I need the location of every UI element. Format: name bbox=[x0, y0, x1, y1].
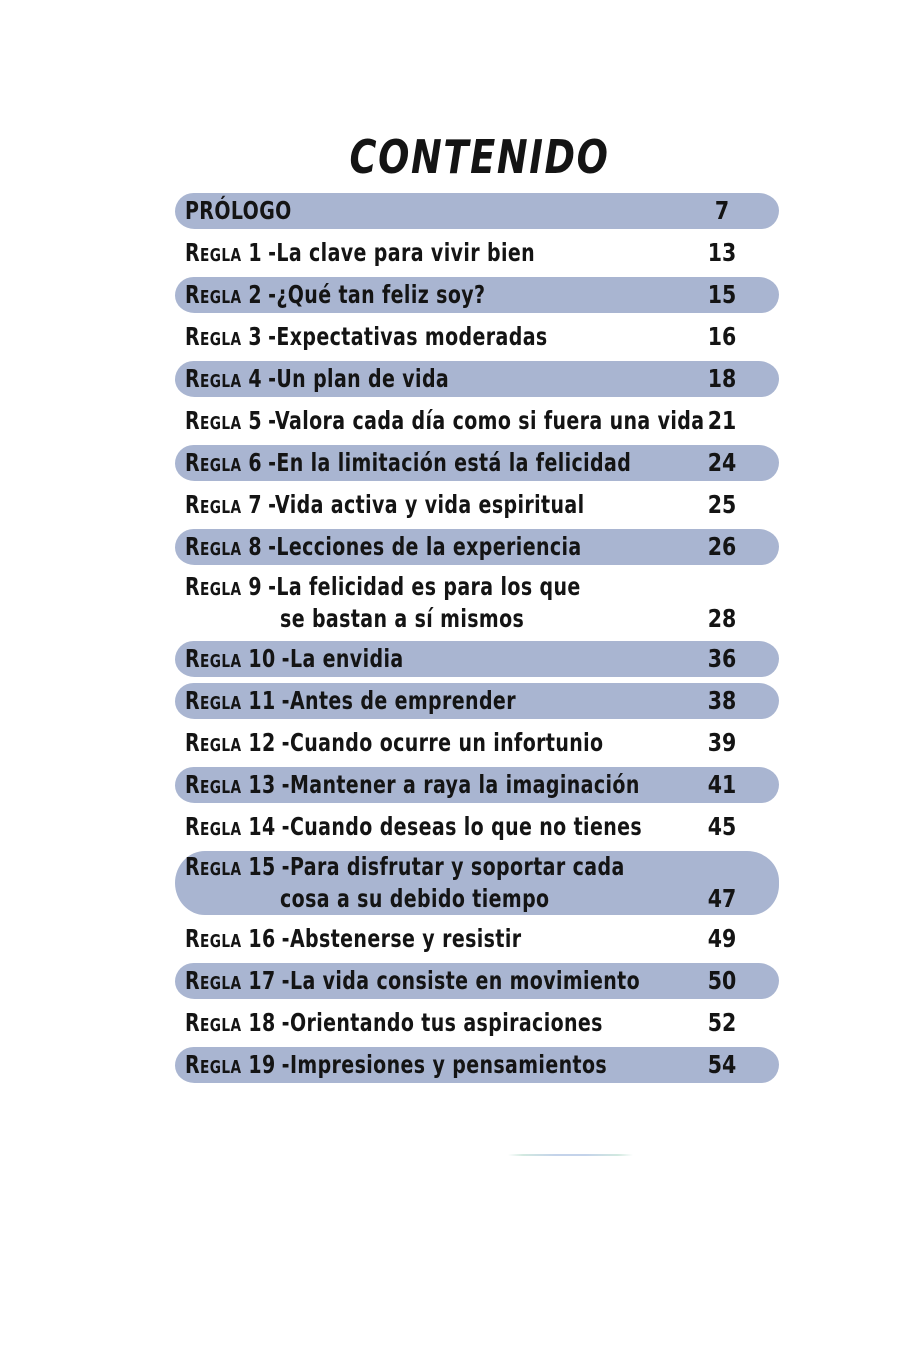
toc-entry-title: -Cuando ocurre un infortunio bbox=[281, 728, 604, 757]
toc-entry-label bbox=[185, 571, 581, 603]
toc-entry-rule: Regla 1 bbox=[185, 238, 263, 267]
toc-entry-label bbox=[185, 921, 521, 957]
toc-entry-label bbox=[185, 1005, 603, 1041]
toc-entry-label bbox=[185, 529, 582, 565]
toc-row bbox=[175, 571, 779, 635]
page-number: 45 bbox=[707, 812, 737, 841]
toc-entry-rule: Regla 14 bbox=[185, 812, 276, 841]
toc-entry-label bbox=[185, 487, 584, 523]
toc-entry-label bbox=[185, 683, 516, 719]
toc-entry-rule: Regla 16 bbox=[185, 924, 276, 953]
toc-entry-title: -Mantener a raya la imaginación bbox=[281, 770, 640, 799]
toc-entry-title: -Vida activa y vida espiritual bbox=[268, 490, 585, 519]
page-number: 50 bbox=[707, 966, 737, 995]
page-number: 47 bbox=[707, 884, 737, 913]
toc-row bbox=[175, 1005, 779, 1041]
toc-entry-rule: Regla 2 bbox=[185, 280, 263, 309]
page-number: 54 bbox=[707, 1050, 737, 1079]
page-number: 25 bbox=[707, 490, 737, 519]
toc-entry-rule: Regla 17 bbox=[185, 966, 276, 995]
toc-row bbox=[175, 683, 779, 719]
page-number: 49 bbox=[707, 924, 737, 953]
page-number: 7 bbox=[714, 196, 730, 225]
toc-entry-label bbox=[185, 193, 292, 229]
toc-row bbox=[175, 487, 779, 523]
toc-entry-label-continued: cosa a su debido tiempo bbox=[280, 884, 550, 913]
page-number: 18 bbox=[707, 364, 737, 393]
toc-entry-rule: Regla 15 bbox=[185, 852, 276, 881]
toc-entry-title: -Impresiones y pensamientos bbox=[281, 1050, 608, 1079]
toc-entry-label bbox=[185, 277, 485, 313]
toc-entry-title: -Para disfrutar y soportar cada bbox=[281, 852, 625, 881]
toc-entry-title: -La envidia bbox=[281, 644, 404, 673]
toc-entry-rule: Regla 12 bbox=[185, 728, 276, 757]
page-title bbox=[175, 130, 785, 184]
page-title-text: CONTENIDO bbox=[349, 130, 611, 184]
toc-entry-title: -Orientando tus aspiraciones bbox=[281, 1008, 603, 1037]
toc-entry-rule: Regla 10 bbox=[185, 644, 276, 673]
page-number: 21 bbox=[707, 406, 737, 435]
toc-entry-title: -Un plan de vida bbox=[268, 364, 450, 393]
page-number: 26 bbox=[707, 532, 737, 561]
toc-entry-rule: Regla 18 bbox=[185, 1008, 276, 1037]
toc-entry-rule: Regla 5 bbox=[185, 406, 263, 435]
toc-entry-rule: Regla 4 bbox=[185, 364, 263, 393]
toc-entry-label-continued: se bastan a sí mismos bbox=[280, 604, 525, 633]
toc-list bbox=[175, 193, 785, 1089]
page-number: 41 bbox=[707, 770, 737, 799]
toc-entry-label bbox=[185, 235, 535, 271]
toc-entry-rule: Regla 7 bbox=[185, 490, 263, 519]
toc-row bbox=[175, 445, 779, 481]
divider-line bbox=[508, 1154, 633, 1156]
toc-entry-title: -En la limitación está la felicidad bbox=[268, 448, 632, 477]
toc-entry-label bbox=[185, 319, 548, 355]
toc-entry-label bbox=[185, 851, 625, 883]
toc-entry-title: -La clave para vivir bien bbox=[268, 238, 536, 267]
page-number: 36 bbox=[707, 644, 737, 673]
toc-entry-title: -¿Qué tan feliz soy? bbox=[268, 280, 486, 309]
toc-entry-label bbox=[185, 767, 640, 803]
page-number: 28 bbox=[707, 604, 737, 633]
toc-row bbox=[175, 529, 779, 565]
toc-entry-label bbox=[185, 641, 404, 677]
toc-entry-rule: Regla 8 bbox=[185, 532, 263, 561]
toc-row bbox=[175, 1047, 779, 1083]
toc-row bbox=[175, 963, 779, 999]
toc-entry-label bbox=[185, 725, 603, 761]
toc-entry-label bbox=[185, 963, 640, 999]
toc-entry-title: -Expectativas moderadas bbox=[268, 322, 548, 351]
page-number: 39 bbox=[707, 728, 737, 757]
toc-entry-label bbox=[185, 445, 631, 481]
toc-row bbox=[175, 851, 779, 915]
page-number: 52 bbox=[707, 1008, 737, 1037]
toc-entry-label bbox=[185, 1047, 607, 1083]
toc-row bbox=[175, 319, 779, 355]
toc-row bbox=[175, 403, 779, 439]
toc-entry-title: -Antes de emprender bbox=[281, 686, 516, 715]
toc-entry-rule: Regla 19 bbox=[185, 1050, 276, 1079]
page-number: 13 bbox=[707, 238, 737, 267]
toc-row bbox=[175, 361, 779, 397]
toc-row bbox=[175, 193, 779, 229]
page-number: 38 bbox=[707, 686, 737, 715]
page-number: 24 bbox=[707, 448, 737, 477]
toc-entry-title: -La vida consiste en movimiento bbox=[281, 966, 641, 995]
toc-row bbox=[175, 235, 779, 271]
toc-entry-title: -Abstenerse y resistir bbox=[281, 924, 522, 953]
toc-entry-rule: Regla 11 bbox=[185, 686, 276, 715]
toc-entry-title: PRÓLOGO bbox=[185, 196, 292, 225]
toc-row bbox=[175, 277, 779, 313]
toc-entry-rule: Regla 9 bbox=[185, 572, 263, 601]
page-number: 16 bbox=[707, 322, 737, 351]
toc-entry-label bbox=[185, 403, 704, 439]
toc-entry-rule: Regla 6 bbox=[185, 448, 263, 477]
toc-entry-title: -Lecciones de la experiencia bbox=[268, 532, 582, 561]
toc-row bbox=[175, 725, 779, 761]
toc-entry-label bbox=[185, 809, 642, 845]
toc-entry-title: -Valora cada día como si fuera una vida bbox=[268, 406, 705, 435]
toc-row bbox=[175, 921, 779, 957]
toc-row bbox=[175, 767, 779, 803]
page-number: 15 bbox=[707, 280, 737, 309]
toc-entry-label bbox=[185, 361, 449, 397]
toc-entry-title: -Cuando deseas lo que no tienes bbox=[281, 812, 643, 841]
toc-entry-rule: Regla 3 bbox=[185, 322, 263, 351]
toc-entry-title: -La felicidad es para los que bbox=[268, 572, 581, 601]
toc-entry-rule: Regla 13 bbox=[185, 770, 276, 799]
toc-row bbox=[175, 641, 779, 677]
toc-row bbox=[175, 809, 779, 845]
